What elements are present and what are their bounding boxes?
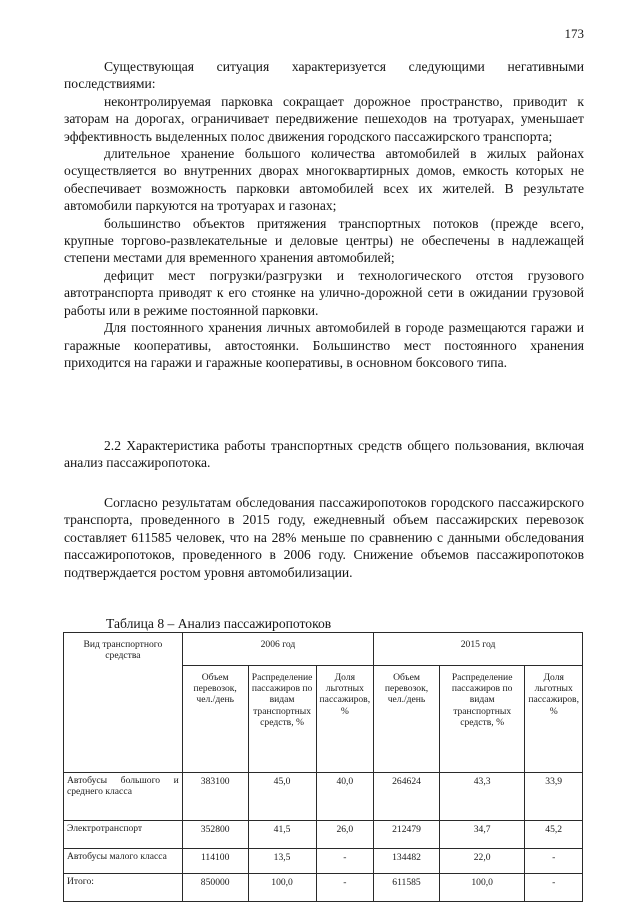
page-number: 173 — [564, 26, 584, 41]
intro-lead: Существующая ситуация характеризуется следующими негативными последствиями: — [64, 59, 584, 92]
cell-value: 41,5 — [248, 821, 316, 849]
cell-value: 100,0 — [248, 874, 316, 902]
cell-value: 45,2 — [525, 821, 583, 849]
header-privileged-2006: Доля льготных пассажиров, % — [316, 666, 374, 773]
header-vehicle-type: Вид транспортного средства — [64, 633, 183, 773]
table-header-row — [64, 633, 583, 666]
table-row — [64, 874, 583, 902]
cell-value: - — [525, 874, 583, 902]
cell-value: 34,7 — [439, 821, 524, 849]
cell-value: 22,0 — [439, 849, 524, 874]
table-row — [64, 821, 583, 849]
survey-paragraph: Согласно результатам обследования пассажиропотоков городского пассажирского транспорта, проведенного в 2015 году, ежедневный объем пассажирских перевозок составляет 611585 человек, что на 28% меньше по сравнению с данными обследования пассажиропотоков, проведенного в 2006 году. Снижение объемов пассажиропотоков подтверждается ростом уровня автомобилизации. — [64, 495, 584, 580]
header-year-2006: 2006 год — [182, 633, 373, 666]
cell-vehicle: Автобусы малого класса — [64, 849, 183, 874]
cell-value: 352800 — [182, 821, 248, 849]
consequence-item: неконтролируемая парковка сокращает дорожное пространство, приводит к заторам на дорогах, ограничивает передвижение пешеходов на тротуарах, уменьшает эффективность выделенных полос движения городского пассажирского транспорта; — [64, 93, 584, 144]
table-row — [64, 849, 583, 874]
cell-value: - — [525, 849, 583, 874]
cell-value: - — [316, 874, 374, 902]
cell-value: 26,0 — [316, 821, 374, 849]
header-distribution-2015: Распределение пассажиров по видам транспортных средств, % — [439, 666, 524, 773]
cell-value: 383100 — [182, 773, 248, 821]
cell-value: 212479 — [374, 821, 440, 849]
cell-vehicle: Автобусы большого и среднего класса — [64, 773, 183, 821]
header-privileged-2015: Доля льготных пассажиров, % — [525, 666, 583, 773]
cell-value: 100,0 — [439, 874, 524, 902]
consequence-item: дефицит мест погрузки/разгрузки и технологического отстоя грузового автотранспорта приводят к его стоянке на улично-дорожной сети в ожидании грузовой работы или в режиме постоянной парковки. — [64, 267, 584, 318]
cell-value: 134482 — [374, 849, 440, 874]
cell-value: 33,9 — [525, 773, 583, 821]
cell-value: 611585 — [374, 874, 440, 902]
passenger-flow-table — [63, 632, 583, 902]
cell-vehicle: Электротранспорт — [64, 821, 183, 849]
intro-section — [64, 58, 584, 371]
cell-value: 114100 — [182, 849, 248, 874]
cell-value: 13,5 — [248, 849, 316, 874]
consequence-item: длительное хранение большого количества автомобилей в жилых районах осуществляется во внутренних дворах многоквартирных домов, емкость которых не обеспечивает возможность парковки автомобилей всех их жителей. В результате автомобили паркуются на тротуарах и газонах; — [64, 146, 584, 214]
header-volume-2006: Объем перевозок, чел./день — [182, 666, 248, 773]
cell-value: 40,0 — [316, 773, 374, 821]
cell-value: - — [316, 849, 374, 874]
header-volume-2015: Объем перевозок, чел./день — [374, 666, 440, 773]
cell-value: 850000 — [182, 874, 248, 902]
section-heading: 2.2 Характеристика работы транспортных средств общего пользования, включая анализ пассажиропотока. — [64, 438, 584, 471]
consequence-item: большинство объектов притяжения транспортных потоков (прежде всего, крупные торгово-развлекательные и деловые центры) не обеспечены в надлежащей степени местами для временного хранения автомобилей; — [64, 215, 584, 266]
section-heading-block — [64, 437, 584, 472]
header-year-2015: 2015 год — [374, 633, 583, 666]
cell-value: 264624 — [374, 773, 440, 821]
header-distribution-2006: Распределение пассажиров по видам транспортных средств, % — [248, 666, 316, 773]
survey-section — [64, 494, 584, 581]
table-row — [64, 773, 583, 821]
table-caption: Таблица 8 – Анализ пассажиропотоков — [106, 616, 332, 631]
cell-value: 45,0 — [248, 773, 316, 821]
cell-value: 43,3 — [439, 773, 524, 821]
cell-vehicle: Итого: — [64, 874, 183, 902]
intro-closing-paragraph: Для постоянного хранения личных автомобилей в городе размещаются гаражи и гаражные кооперативы, автостоянки. Большинство мест постоянного хранения приходится на гаражи и гаражные кооперативы, в основном боксового типа. — [64, 320, 584, 370]
